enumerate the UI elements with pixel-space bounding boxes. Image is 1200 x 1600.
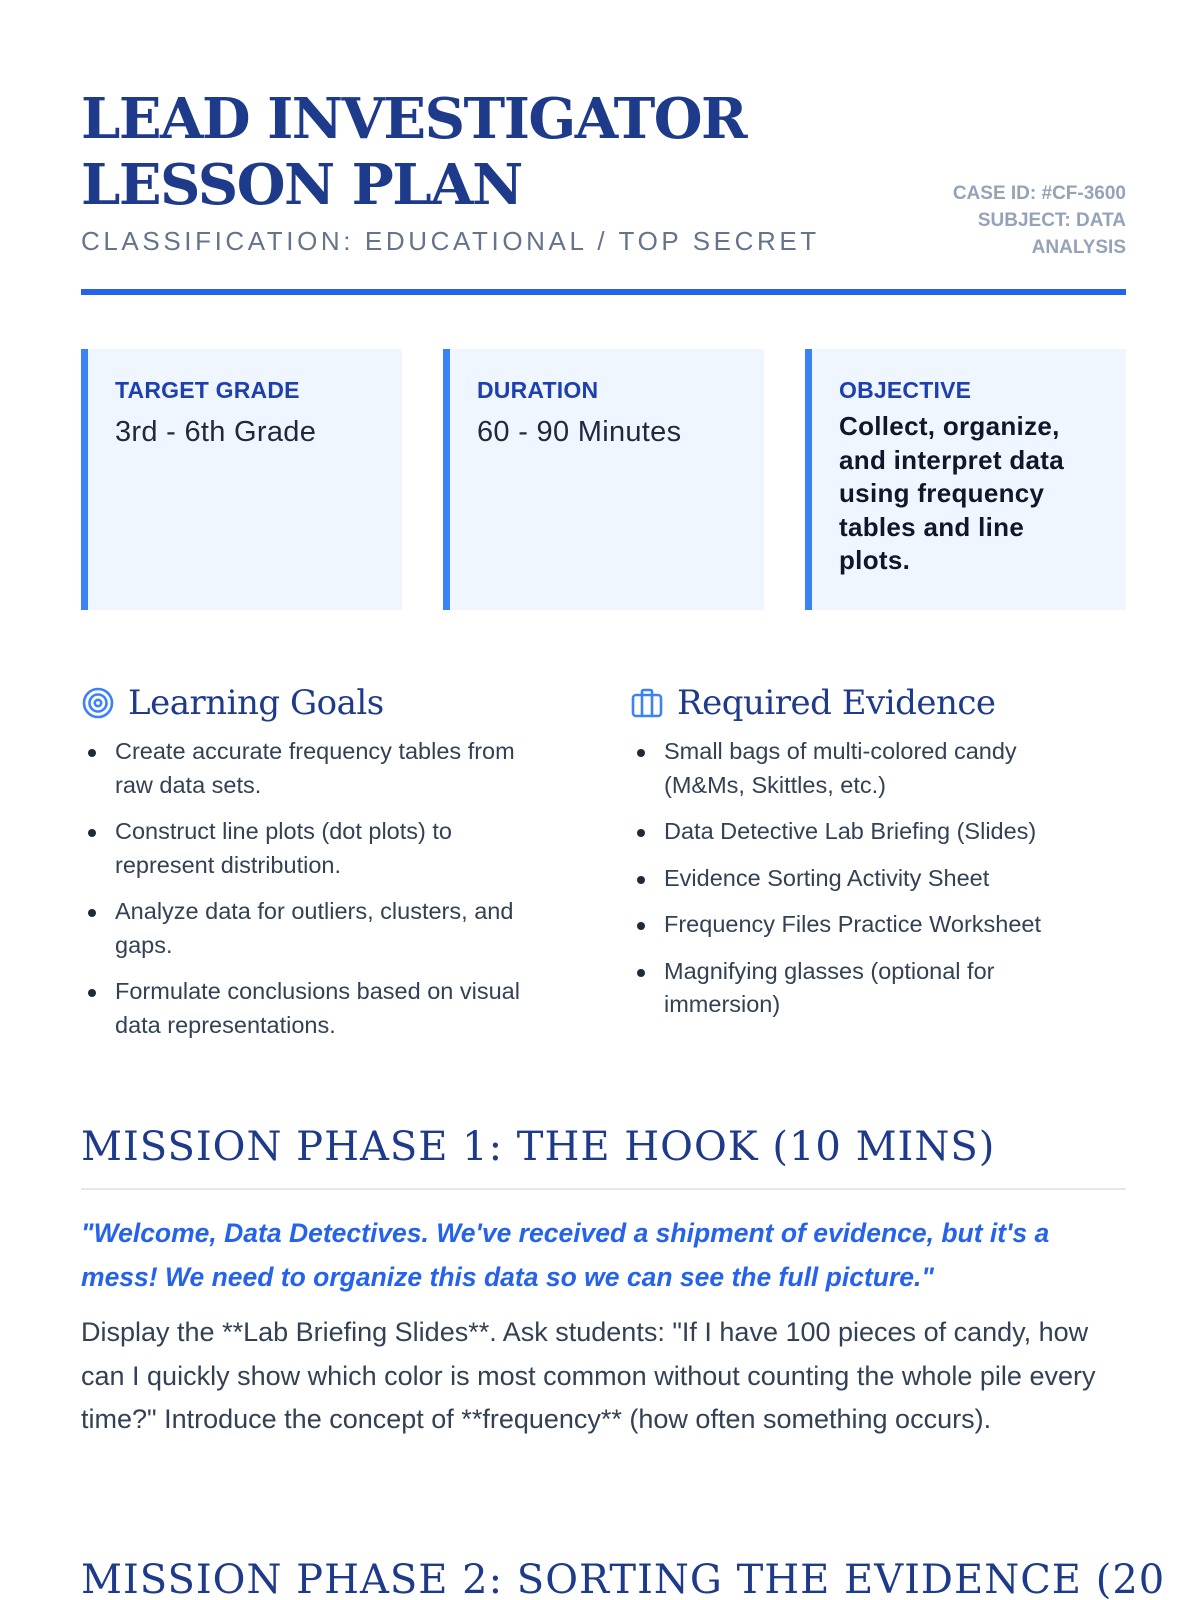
title-line-1: LEAD INVESTIGATOR: [81, 86, 747, 152]
case-id: CASE ID: #CF-3600: [952, 183, 1126, 204]
title-line-2: LESSON PLAN: [81, 152, 522, 218]
card-label: OBJECTIVE: [839, 377, 972, 403]
card-value: 60 - 90 Minutes: [477, 416, 682, 448]
list-item: Frequency Files Practice Worksheet: [664, 908, 1100, 942]
mission-phase-1: [81, 1122, 1126, 1442]
card-value: Collect, organize, and interpret data using frequency tables and line plots.: [839, 411, 1064, 575]
card-value: 3rd - 6th Grade: [115, 416, 317, 448]
header: [81, 86, 1126, 296]
phase-2-heading: MISSION PHASE 2: SORTING THE EVIDENCE (20: [81, 1557, 1166, 1600]
list-item: Data Detective Lab Briefing (Slides): [664, 815, 1100, 849]
section-heading-text: Learning Goals: [128, 683, 384, 723]
card-target-grade: [81, 349, 402, 610]
card-label: TARGET GRADE: [115, 377, 300, 403]
header-divider: [81, 289, 1126, 295]
learning-goals-heading: [81, 679, 551, 727]
learning-goals-section: [81, 679, 551, 1055]
list-item: Construct line plots (dot plots) to represent distribution.: [115, 815, 551, 882]
case-info: [886, 180, 1126, 261]
card-objective: [805, 349, 1126, 610]
briefcase-icon: [630, 686, 664, 720]
list-item: Create accurate frequency tables from raw data sets.: [115, 735, 551, 802]
learning-goals-list: [81, 735, 551, 1042]
phase-1-heading: MISSION PHASE 1: THE HOOK (10 MINS): [81, 1124, 996, 1170]
required-evidence-heading: [630, 679, 1100, 727]
phase-divider: [81, 1188, 1126, 1190]
classification-label: CLASSIFICATION: EDUCATIONAL / TOP SECRET: [81, 226, 820, 256]
subject-line-2: ANALYSIS: [1031, 237, 1126, 258]
list-item: Small bags of multi-colored candy (M&Ms, Skittles, etc.): [664, 735, 1100, 802]
subject-line-1: SUBJECT: DATA: [977, 210, 1126, 231]
lesson-plan-page: [81, 0, 1166, 1600]
card-duration: [443, 349, 764, 610]
list-item: Evidence Sorting Activity Sheet: [664, 862, 1100, 896]
required-evidence-section: [630, 679, 1100, 1035]
target-icon: [81, 686, 115, 720]
phase-1-quote: "Welcome, Data Detectives. We've received a shipment of evidence, but it's a mess! We need to organize this data so we can see the full picture.": [81, 1218, 1050, 1292]
list-item: Magnifying glasses (optional for immersion): [664, 955, 1100, 1022]
section-heading-text: Required Evidence: [677, 683, 996, 723]
card-label: DURATION: [477, 377, 599, 403]
info-cards: [81, 349, 1126, 610]
phase-1-body: Display the **Lab Briefing Slides**. Ask students: "If I have 100 pieces of candy, how can I quickly show which color is most common without counting the whole pile every time?" Introduce the concept of **frequency** (how often something occurs).: [81, 1317, 1096, 1434]
list-item: Analyze data for outliers, clusters, and gaps.: [115, 895, 551, 962]
list-item: Formulate conclusions based on visual data representations.: [115, 975, 551, 1042]
mission-phase-2: [81, 1555, 1166, 1600]
two-column-section: [81, 679, 1126, 1059]
page-title: [81, 86, 861, 218]
required-evidence-list: [630, 735, 1100, 1022]
